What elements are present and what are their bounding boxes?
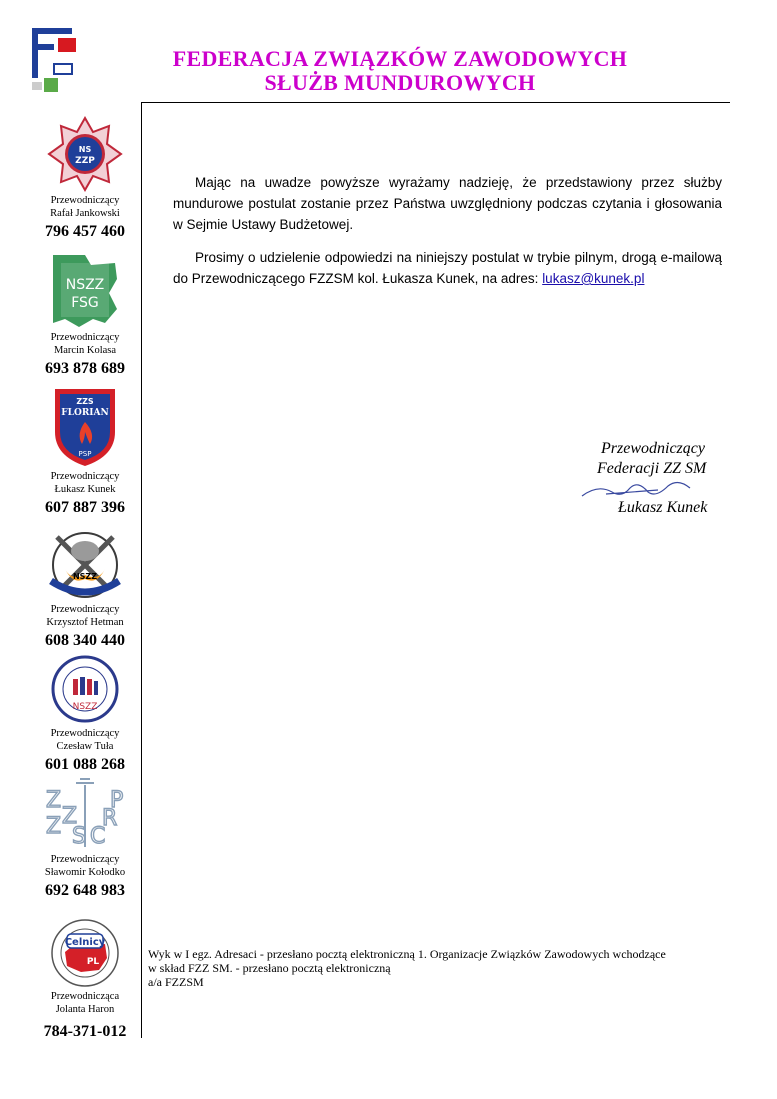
nszzp-emblem-line2: ZZP <box>75 156 95 166</box>
member-role: Przewodniczący <box>50 195 120 206</box>
zzscpr-emblem-r: R <box>102 806 118 831</box>
footer-line-3: a/a FZZSM <box>148 975 204 989</box>
member-name: Krzysztof Hetman <box>46 617 124 628</box>
member-phone: 693 878 689 <box>45 360 125 377</box>
nszzp-emblem-line1: NS <box>78 145 92 154</box>
celnicy-emblem-line2: PL <box>86 957 100 967</box>
letter-paragraph-2 <box>173 247 722 289</box>
member-name: Sławomir Kołodko <box>44 867 126 878</box>
zzs-florian-emblem-icon <box>52 386 118 468</box>
member-role: Przewodnicząca <box>50 991 120 1002</box>
letter-paragraph-2-text: Prosimy o udzielenie odpowiedzi na niniejszy postulat w trybie pilnym, drogą e-mailową do Przewodniczącego FZZSM kol. Łukasza Kunek, na adres: <box>173 250 722 286</box>
member-role: Przewodniczący <box>50 332 120 343</box>
sidebar-member <box>30 386 140 518</box>
member-role: Przewodniczący <box>50 471 120 482</box>
member-role: Przewodniczący <box>50 604 120 615</box>
member-name: Jolanta Haron <box>55 1004 115 1015</box>
member-name: Łukasz Kunek <box>54 484 116 495</box>
sidebar-member <box>30 116 140 242</box>
nszz-pozarnictwa-emblem-icon <box>43 523 127 601</box>
zzscpr-emblem-z2: Z <box>62 804 78 829</box>
funkcjonariuszy-emblem-line1: NSZZ <box>72 702 98 712</box>
zzscpr-emblem-z1: Z <box>46 788 62 813</box>
sidebar-member <box>30 523 140 651</box>
footer-note <box>148 947 728 989</box>
signature-title-2: Federacji ZZ SM <box>597 460 707 477</box>
signature-name: Łukasz Kunek <box>618 499 708 516</box>
florian-emblem-line2: FLORIAN <box>61 408 109 418</box>
member-role: Przewodniczący <box>50 728 120 739</box>
zzscpr-emblem-s: S <box>72 824 86 849</box>
member-phone: 608 340 440 <box>45 632 125 649</box>
member-phone: 796 457 460 <box>45 223 125 240</box>
sidebar-member <box>30 918 140 1042</box>
member-role: Przewodniczący <box>50 854 120 865</box>
sidebar-member <box>30 253 140 379</box>
nszzp-emblem-icon <box>47 116 123 192</box>
celnicy-pl-emblem-icon <box>47 918 123 988</box>
zzscpr-emblem-z3: Z <box>46 814 62 839</box>
sidebar-divider <box>141 102 142 1038</box>
zzscpr-emblem-icon <box>40 777 130 851</box>
sidebar-member <box>30 655 140 775</box>
email-link[interactable]: lukasz@kunek.pl <box>542 271 645 286</box>
florian-emblem-line3: PSP <box>78 450 92 458</box>
pozarnictwa-emblem-line1: NSZZ <box>72 572 98 581</box>
fsg-emblem-line2: FSG <box>71 295 99 311</box>
sidebar-member <box>30 777 140 901</box>
signature-title-1: Przewodniczący <box>601 440 705 457</box>
fsg-emblem-line1: NSZZ <box>65 277 105 293</box>
member-phone: 692 648 983 <box>45 882 125 899</box>
footer-line-2: w skład FZZ SM. - przesłano pocztą elektroniczną <box>148 961 391 975</box>
letter-paragraph-1: Mając na uwadze powyższe wyrażamy nadzieję, że przedstawiony przez służby mundurowe postulat zostanie przez Państwa uwzględniony podczas czytania i głosowania w Sejmie Ustawy Budżetowej. <box>173 175 722 232</box>
zzscpr-emblem-p: P <box>110 788 124 813</box>
member-name: Marcin Kolasa <box>53 345 117 356</box>
celnicy-emblem-line1: Celnicy <box>64 937 106 948</box>
member-name: Czesław Tuła <box>56 741 114 752</box>
header-divider <box>141 102 730 103</box>
nszz-fsg-emblem-icon <box>49 253 121 329</box>
nszz-funkcjonariuszy-emblem-icon <box>49 655 121 725</box>
federation-logo <box>30 26 78 106</box>
footer-line-1: Wyk w I egz. Adresaci - przesłano pocztą elektroniczną 1. Organizacje Związków Zawodowych wchodzące <box>148 947 666 961</box>
member-phone: 607 887 396 <box>45 499 125 516</box>
member-phone: 784-371-012 <box>43 1023 127 1040</box>
zzscpr-emblem-c: C <box>90 824 106 849</box>
florian-emblem-line1: ZZS <box>76 397 94 406</box>
header-line-2: SŁUŻB MUNDUROWYCH <box>264 70 536 95</box>
member-phone: 601 088 268 <box>45 756 125 773</box>
member-name: Rafał Jankowski <box>50 208 120 219</box>
header-line-1: FEDERACJA ZWIĄZKÓW ZAWODOWYCH <box>172 46 628 71</box>
